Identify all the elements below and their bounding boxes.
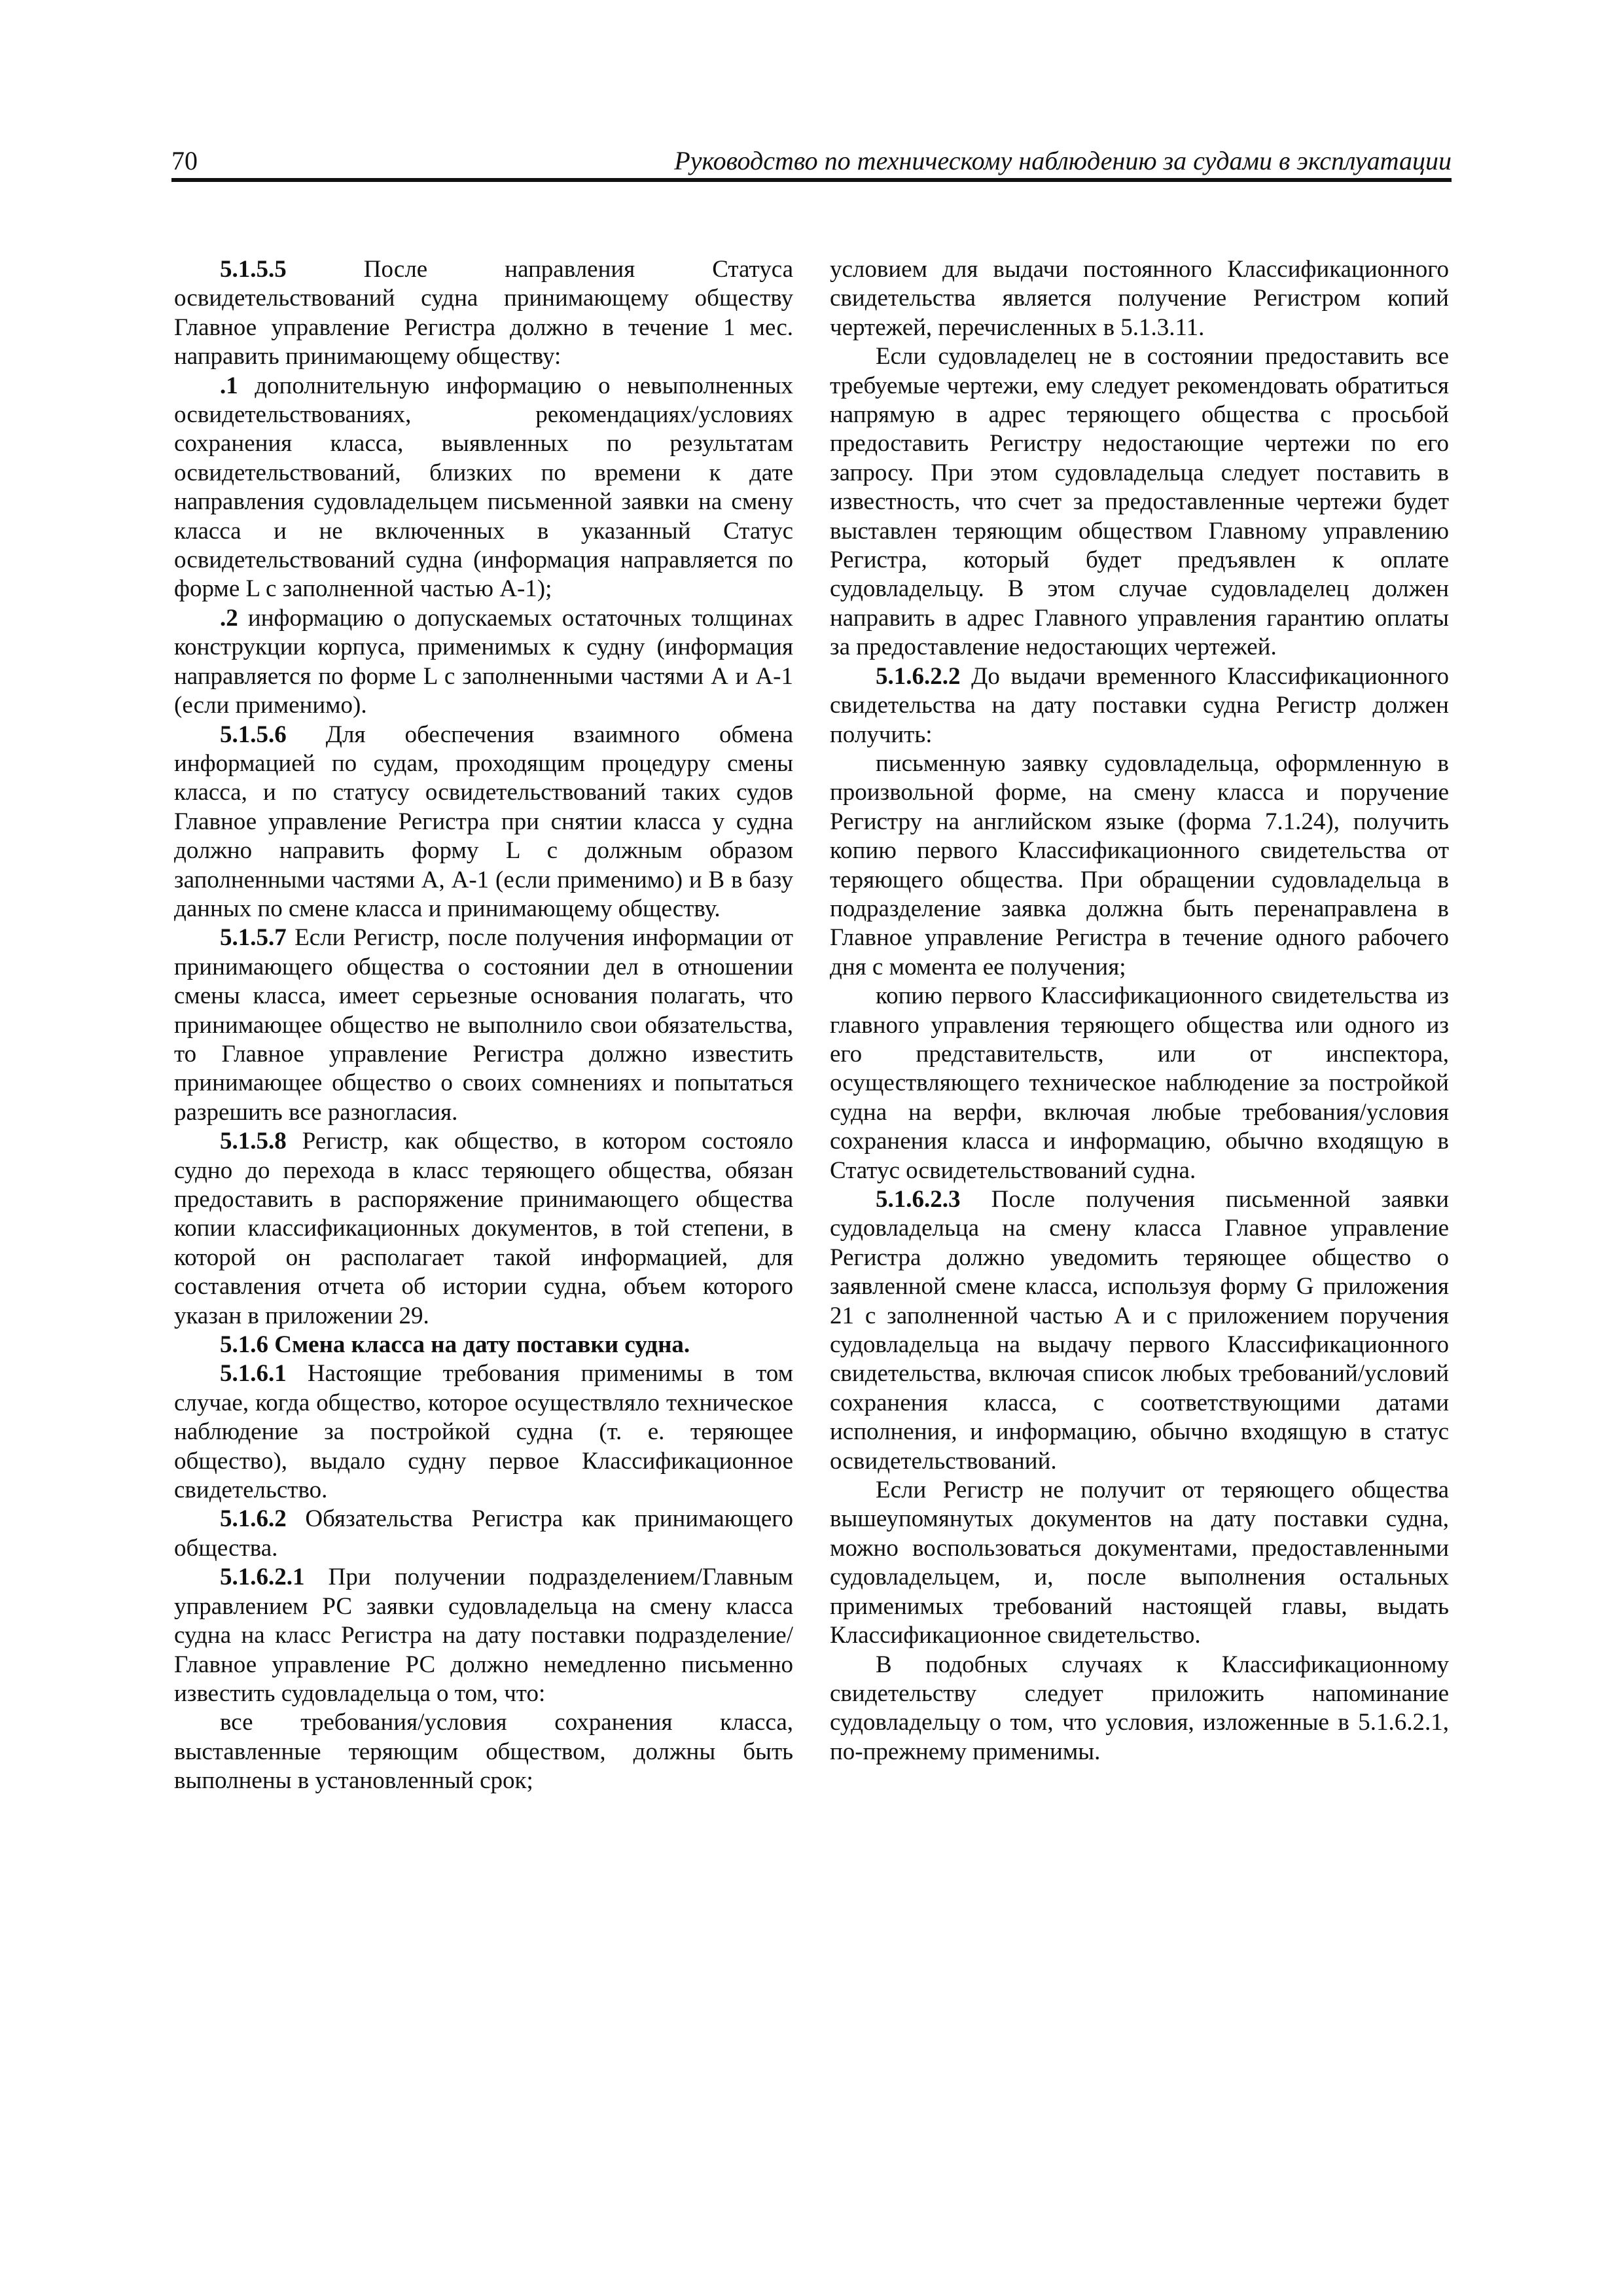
paragraph: 5.1.5.5 После направления Статуса освидетельствований судна принимающему обществу Главное управление Регистра должно в течение 1 мес. направить принимающему обществу: [174,256,793,370]
paragraph: 5.1.6.2.1 При получении подразделением/Главным управлением РС заявки судовладельца на смену класса судна на класс Регистра на дату поставки подразделение/Главное управление РС должно немедленно письменно известить судовладельца о том, что: [174,1564,793,1707]
left-column [174,255,793,1796]
paragraph: 5.1.6.2.2 До выдачи временного Классификационного свидетельства на дату поставки судна Регистр должен получить: [830,662,1449,748]
right-column [830,255,1449,1767]
header-rule [171,178,1452,182]
paragraph: условием для выдачи постоянного Классификационного свидетельства является получение Регистром копий чертежей, перечисленных в 5.1.3.11. [830,256,1449,341]
paragraph: все требования/условия сохранения класса, выставленные теряющим обществом, должны быть выполнены в установленный срок; [174,1709,793,1795]
paragraph: В подобных случаях к Классификационному свидетельству следует приложить напоминание судовладельцу о том, что условия, изложенные в 5.1.6.2.1, по-прежнему применимы. [830,1651,1449,1765]
section-heading: 5.1.6 Смена класса на дату поставки судна. [220,1331,690,1359]
paragraph: 5.1.6.1 Настоящие требования применимы в том случае, когда общество, которое осуществляло техническое наблюдение за постройкой судна (т. е. теряющее общество), выдало судну первое Классификационное свидетельство. [174,1360,793,1504]
paragraph: 5.1.5.7 Если Регистр, после получения информации от принимающего общества о состоянии дел в отношении смены класса, имеет серьезные основания полагать, что принимающее общество не выполнило свои обязательства, то Главное управление Регистра должно известить принимающее общество о своих сомнениях и попытаться разрешить все разногласия. [174,924,793,1126]
paragraph: 5.1.6.2.3 После получения письменной заявки судовладельца на смену класса Главное управление Регистра должно уведомить теряющее общество о заявленной смене класса, используя форму G приложения 21 с заполненной частью А и с приложением поручения судовладельца на выдачу первого Классификационного свидетельства, включая список любых требований/условий сохранения класса, с соответствующими датами исполнения, и информацию, обычно входящую в статус освидетельствований. [830,1186,1449,1475]
paragraph: Если Регистр не получит от теряющего общества вышеупомянутых документов на дату поставки судна, можно воспользоваться документами, предоставленными судовладельцем, и, после выполнения остальных применимых требований настоящей главы, выдать Классификационное свидетельство. [830,1477,1449,1649]
paragraph: 5.1.5.8 Регистр, как общество, в котором состояло судно до перехода в класс теряющего общества, обязан предоставить в распоряжение принимающего общества копии классификационных документов, в той степени, в которой он располагает такой информацией, для составления отчета об истории судна, объем которого указан в приложении 29. [174,1128,793,1329]
paragraph: .2 информацию о допускаемых остаточных толщинах конструкции корпуса, применимых к судну (информация направляется по форме L с заполненными частями А и А-1 (если применимо). [174,604,793,719]
paragraph: копию первого Классификационного свидетельства из главного управления теряющего общества или одного из его представительств, или от инспектора, осуществляющего техническое наблюдение за постройкой судна на верфи, включая любые требования/условия сохранения класса и информацию, обычно входящую в Статус освидетельствований судна. [830,982,1449,1184]
paragraph: письменную заявку судовладельца, оформленную в произвольной форме, на смену класса и поручение Регистру на английском языке (форма 7.1.24), получить копию первого Классификационного свидетельства от теряющего общества. При обращении судовладельца в подразделение заявка должна быть перенаправлена в Главное управление Регистра в течение одного рабочего дня с момента ее получения; [830,749,1449,980]
paragraph: 5.1.5.6 Для обеспечения взаимного обмена информацией по судам, проходящим процедуру смены класса, и по статусу освидетельствований таких судов Главное управление Регистра при снятии класса у судна должно направить форму L с должным образом заполненными частями А, А-1 (если применимо) и В в базу данных по смене класса и принимающему обществу. [174,721,793,922]
page-number: 70 [171,146,198,175]
running-title: Руководство по техническому наблюдению за судами в эксплуатации [674,146,1452,175]
paragraph: 5.1.6.2 Обязательства Регистра как принимающего общества. [174,1505,793,1562]
paragraph: Если судовладелец не в состоянии предоставить все требуемые чертежи, ему следует рекомендовать обратиться напрямую в адрес теряющего общества с просьбой предоставить Регистру недостающие чертежи по его запросу. При этом судовладельца следует поставить в известность, что счет за предоставленные чертежи будет выставлен теряющим обществом Главному управлению Регистра, который будет предъявлен к оплате судовладельцу. В этом случае судовладелец должен направить в адрес Главного управления гарантию оплаты за предоставление недостающих чертежей. [830,343,1449,661]
paragraph: .1 дополнительную информацию о невыполненных освидетельствованиях, рекомендациях/условиях сохранения класса, выявленных по результатам освидетельствований, близких по времени к дате направления судовладельцем письменной заявки на смену класса и не включенных в указанный Статус освидетельствований судна (информация направляется по форме L с заполненной частью A-1); [174,372,793,603]
